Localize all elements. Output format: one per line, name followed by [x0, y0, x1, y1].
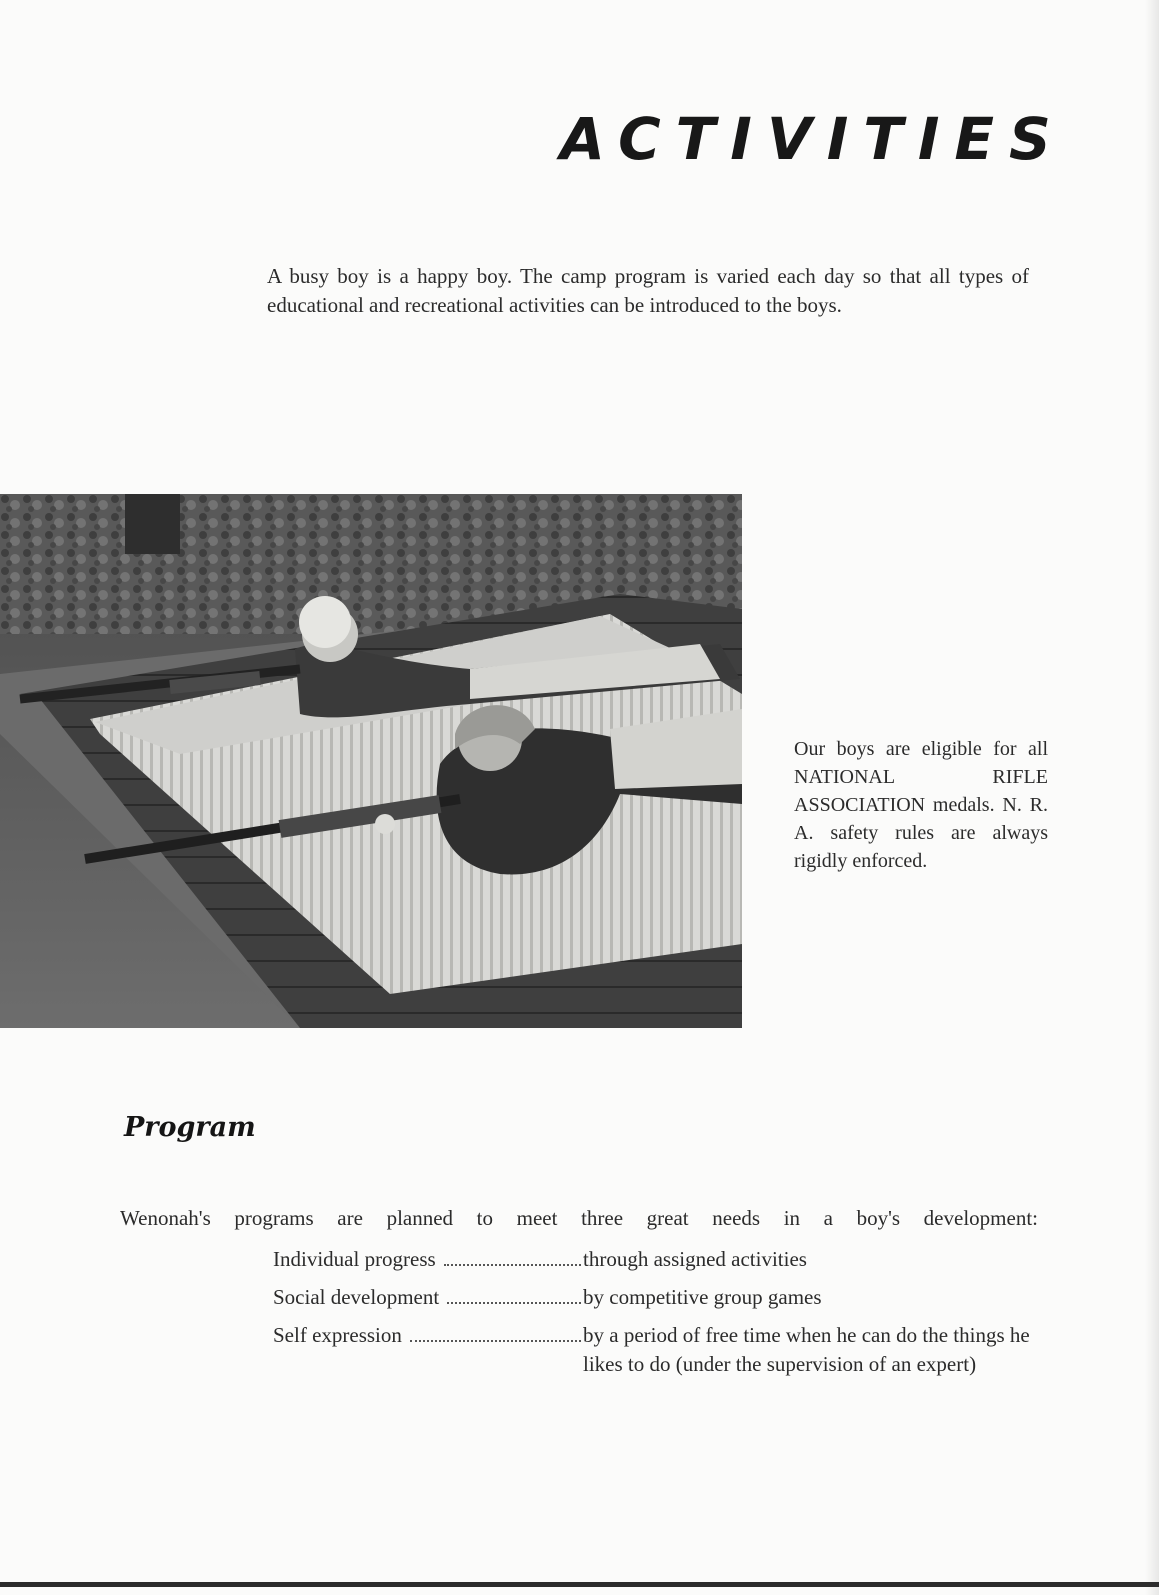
need-description: by competitive group games	[583, 1285, 822, 1309]
bottom-rule	[0, 1582, 1159, 1587]
program-intro: Wenonah's programs are planned to meet three great needs in a boy's development:	[120, 1206, 1038, 1230]
page-title: ACTIVITIES	[560, 105, 1066, 173]
photo-caption: Our boys are eligible for all NATIONAL RIFLE ASSOCIATION medals. N. R. A. safety rules are always rigidly enforced.	[794, 738, 1048, 872]
photo-illustration	[0, 494, 742, 1028]
dot-leader	[410, 1321, 581, 1342]
need-label: Social development	[273, 1285, 440, 1309]
need-description: through assigned activities	[583, 1247, 807, 1271]
rifle-practice-photo	[0, 494, 742, 1028]
need-item-individual-progress	[273, 1245, 1043, 1274]
need-item-social-development	[273, 1283, 1043, 1312]
need-item-self-expression	[273, 1321, 1043, 1379]
intro-paragraph: A busy boy is a happy boy. The camp program is varied each day so that all types of educational and recreational activities can be introduced to the boys.	[267, 264, 1029, 317]
need-label: Self expression	[273, 1323, 402, 1347]
program-heading: Program	[124, 1112, 256, 1143]
page-edge-shadow	[1145, 0, 1159, 1595]
needs-list	[273, 1245, 1043, 1388]
need-description: by a period of free time when he can do the things he likes to do (under the supervision of an expert)	[583, 1323, 1030, 1376]
dot-leader	[447, 1283, 581, 1304]
dot-leader	[444, 1245, 581, 1266]
need-label: Individual progress	[273, 1247, 436, 1271]
